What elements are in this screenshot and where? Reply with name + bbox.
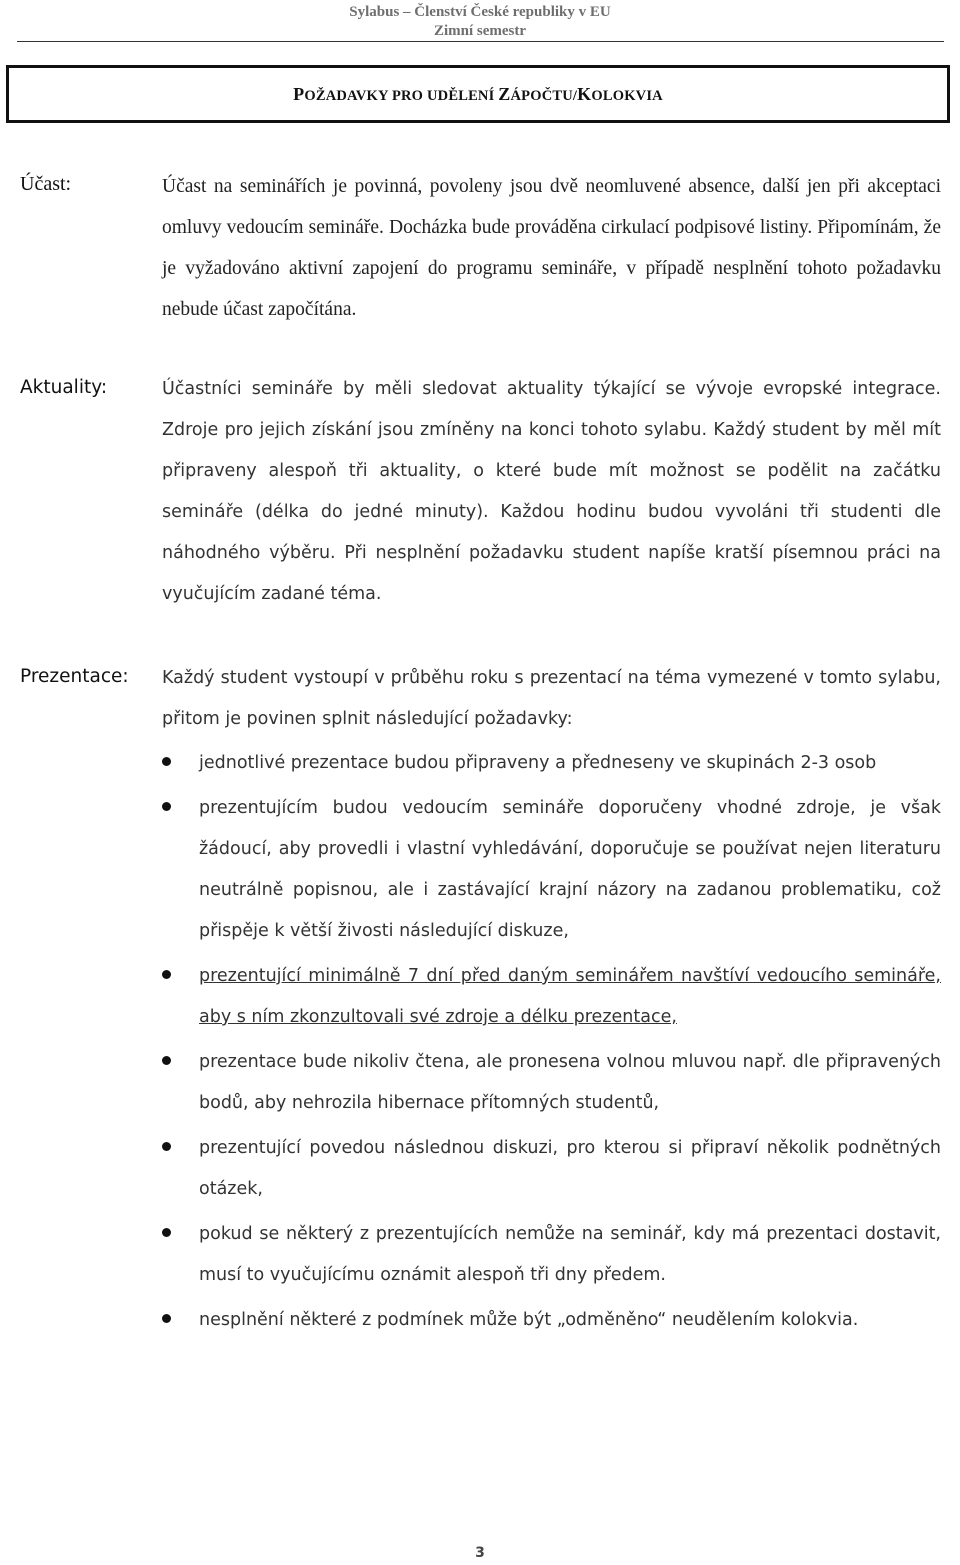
bullet-icon	[162, 1314, 171, 1323]
section-title: POŽADAVKY PRO UDĚLENÍ ZÁPOČTU/KOLOKVIA	[293, 83, 663, 104]
label-ucast: Účast:	[20, 173, 72, 195]
paragraph-prezentace: Každý student vystoupí v průběhu roku s prezentací na téma vymezené v tomto sylabu, přitom je povinen splnit následující požadavky:	[162, 668, 941, 729]
requirements-list	[162, 743, 941, 1345]
bullet-icon	[162, 757, 171, 766]
paragraph-aktuality: Účastníci semináře by měli sledovat aktuality týkající se vývoje evropské integrace. Zdroje pro jejich získání jsou zmíněny na konci tohoto sylabu. Každý student by měl mít připraveny alespoň tři aktuality, o které bude mít možnost se podělit na začátku semináře (délka do jedné minuty). Každou hodinu budou vyvoláni tři studenti dle náhodného výběru. Při nesplnění požadavku student napíše kratší písemnou práci na vyučujícím zadané téma.	[162, 379, 941, 604]
list-item: pokud se některý z prezentujících nemůže na seminář, kdy má prezentaci dostavit, musí to vyučujícímu oznámit alespoň tři dny předem.	[162, 1214, 941, 1296]
header-divider	[17, 41, 944, 42]
list-item: prezentace bude nikoliv čtena, ale pronesena volnou mluvou např. dle připravených bodů, aby nehrozila hibernace přítomných studentů,	[162, 1042, 941, 1124]
bullet-icon	[162, 802, 171, 811]
label-prezentace: Prezentace:	[20, 666, 129, 687]
bullet-icon	[162, 970, 171, 979]
header-semester: Zimní semestr	[433, 23, 527, 39]
paragraph-ucast: Účast na seminářích je povinná, povoleny jsou dvě neomluvené absence, další jen při akceptaci omluvy vedoucím semináře. Docházka bude prováděna cirkulací podpisové listiny. Připomínám, že je vyžadováno aktivní zapojení do programu semináře, v případě nesplnění tohoto požadavku nebude účast započítána.	[162, 176, 941, 320]
list-item: jednotlivé prezentace budou připraveny a předneseny ve skupinách 2-3 osob	[162, 743, 941, 784]
title-box	[6, 65, 950, 123]
bullet-icon	[162, 1056, 171, 1065]
bullet-icon	[162, 1142, 171, 1151]
label-aktuality: Aktuality:	[20, 377, 108, 398]
list-item: prezentující minimálně 7 dní před daným seminářem navštíví vedoucího semináře, aby s ním zkonzultovali své zdroje a délku prezentace,	[162, 956, 941, 1038]
list-item: prezentující povedou následnou diskuzi, pro kterou si připraví několik podnětných otázek,	[162, 1128, 941, 1210]
list-item: prezentujícím budou vedoucím semináře doporučeny vhodné zdroje, je však žádoucí, aby provedli i vlastní vyhledávání, doporučuje se používat nejen literaturu neutrálně popisnou, ale i zastávající krajní názory na zadanou problematiku, což přispěje k větší živosti následující diskuze,	[162, 788, 941, 952]
bullet-icon	[162, 1228, 171, 1237]
header-title: Sylabus – Členství České republiky v EU	[349, 4, 611, 20]
page-number: 3	[475, 1545, 485, 1561]
list-item: nesplnění některé z podmínek může být „odměněno“ neudělením kolokvia.	[162, 1300, 941, 1341]
